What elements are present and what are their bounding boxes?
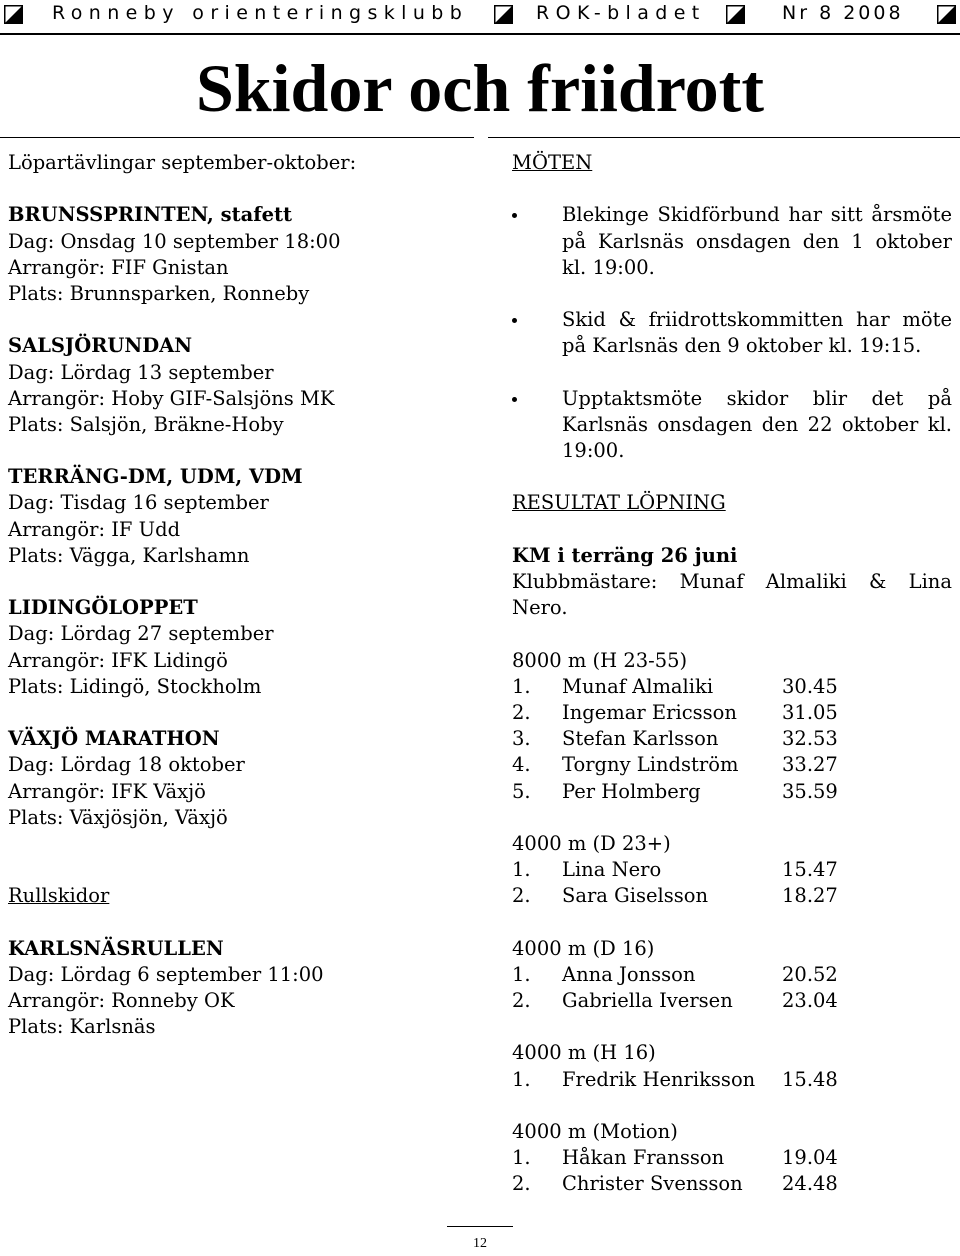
issue-number: Nr 8 2008 [782,2,904,24]
result-class [512,831,952,910]
event-name: LIDINGÖLOPPET [8,596,198,620]
event-place: Plats: Brunnsparken, Ronneby [8,281,310,305]
right-column [512,150,952,1198]
event-place: Plats: Salsjön, Bräkne-Hoby [8,412,284,436]
result-row: 2. Ingemar Ericsson 31.05 [512,700,838,724]
event-name: KARLSNÄSRULLEN [8,936,224,960]
page-header [0,0,960,32]
result-row: 1. Munaf Almaliki 30.45 [512,674,838,698]
ski-heading: Rullskidor [8,884,110,908]
club-name: Ronneby orienteringsklubb [52,2,469,24]
class-title: 4000 m (H 16) [512,1041,656,1065]
event-date: Dag: Lördag 27 september [8,622,274,646]
event-name: SALSJÖRUNDAN [8,334,193,358]
result-row: 2. Gabriella Iversen 23.04 [512,989,838,1012]
result-row: 1. Håkan Fransson 19.04 [512,1146,838,1170]
event-organizer: Arrangör: IFK Växjö [8,779,206,803]
paper-name: ROK-bladet [536,2,706,24]
header-rule [0,33,960,35]
result-row: 2. Sara Giselsson 18.27 [512,884,838,908]
event-place: Plats: Karlsnäs [8,1015,156,1039]
page-number: 12 [473,1236,487,1251]
meetings-heading: MÖTEN [512,151,593,174]
event-place: Plats: Lidingö, Stockholm [8,674,262,698]
event-date: Dag: Onsdag 10 september 18:00 [8,229,341,253]
result-class [512,1119,952,1198]
class-title: 4000 m (D 16) [512,936,655,960]
km-title: KM i terräng 26 juni [512,543,738,567]
event-date: Dag: Tisdag 16 september [8,491,269,515]
result-row: 4. Torgny Lindström 33.27 [512,753,838,777]
champions-line: Nero. [512,596,568,620]
event-organizer: Arrangör: FIF Gnistan [8,255,229,279]
event-name: VÄXJÖ MARATHON [8,727,220,751]
result-row: 1. Anna Jonsson 20.52 [512,962,838,986]
class-title: 4000 m (D 23+) [512,831,671,855]
result-row: 5. Per Holmberg 35.59 [512,779,838,803]
meeting-item: Upptaktsmöte skidor blir det på Karlsnäs onsdagen den 22 oktober kl. 19:00. [512,386,952,465]
corner-square-icon [4,5,23,24]
corner-square-icon [726,5,745,24]
event-place: Plats: Växjösjön, Växjö [8,805,228,829]
event-organizer: Arrangör: Hoby GIF-Salsjöns MK [8,386,335,410]
result-row: 1. Lina Nero 15.47 [512,858,838,882]
result-class [512,1040,952,1092]
divider-left [0,137,474,138]
divider-right [488,137,960,138]
intro-text: Löpartävlingar september-oktober: [8,151,357,174]
corner-square-icon [494,5,513,24]
result-row: 3. Stefan Karlsson 32.53 [512,727,838,751]
event-place: Plats: Vägga, Karlshamn [8,543,250,567]
corner-square-icon [937,5,956,24]
meeting-item: Skid & friidrottskommitten har möte på Karlsnäs den 9 oktober kl. 19:15. [512,307,952,359]
page-title: Skidor och friidrott [196,50,764,126]
event-name: TERRÄNG-DM, UDM, VDM [8,465,303,489]
result-class [512,648,952,805]
event-organizer: Arrangör: Ronneby OK [8,989,235,1012]
result-class [512,936,952,1015]
event-date: Dag: Lördag 18 oktober [8,753,245,777]
event-date: Dag: Lördag 6 september 11:00 [8,962,324,986]
result-row: 1. Fredrik Henriksson 15.48 [512,1067,838,1091]
left-column [8,150,468,1040]
results-heading: RESULTAT LÖPNING [512,491,726,515]
footer-rule [447,1226,513,1227]
class-title: 4000 m (Motion) [512,1119,678,1143]
class-title: 8000 m (H 23-55) [512,648,688,672]
result-row: 2. Christer Svensson 24.48 [512,1172,838,1196]
event-date: Dag: Lördag 13 september [8,360,274,384]
event-name: BRUNSSPRINTEN, stafett [8,203,293,227]
meeting-item: Blekinge Skidförbund har sitt årsmöte på Karlsnäs onsdagen den 1 oktober kl. 19:00. [512,202,952,281]
event-organizer: Arrangör: IFK Lidingö [8,648,228,672]
event-organizer: Arrangör: IF Udd [8,517,181,541]
champions-line: Klubbmästare: Munaf Almaliki & Lina [512,570,952,593]
